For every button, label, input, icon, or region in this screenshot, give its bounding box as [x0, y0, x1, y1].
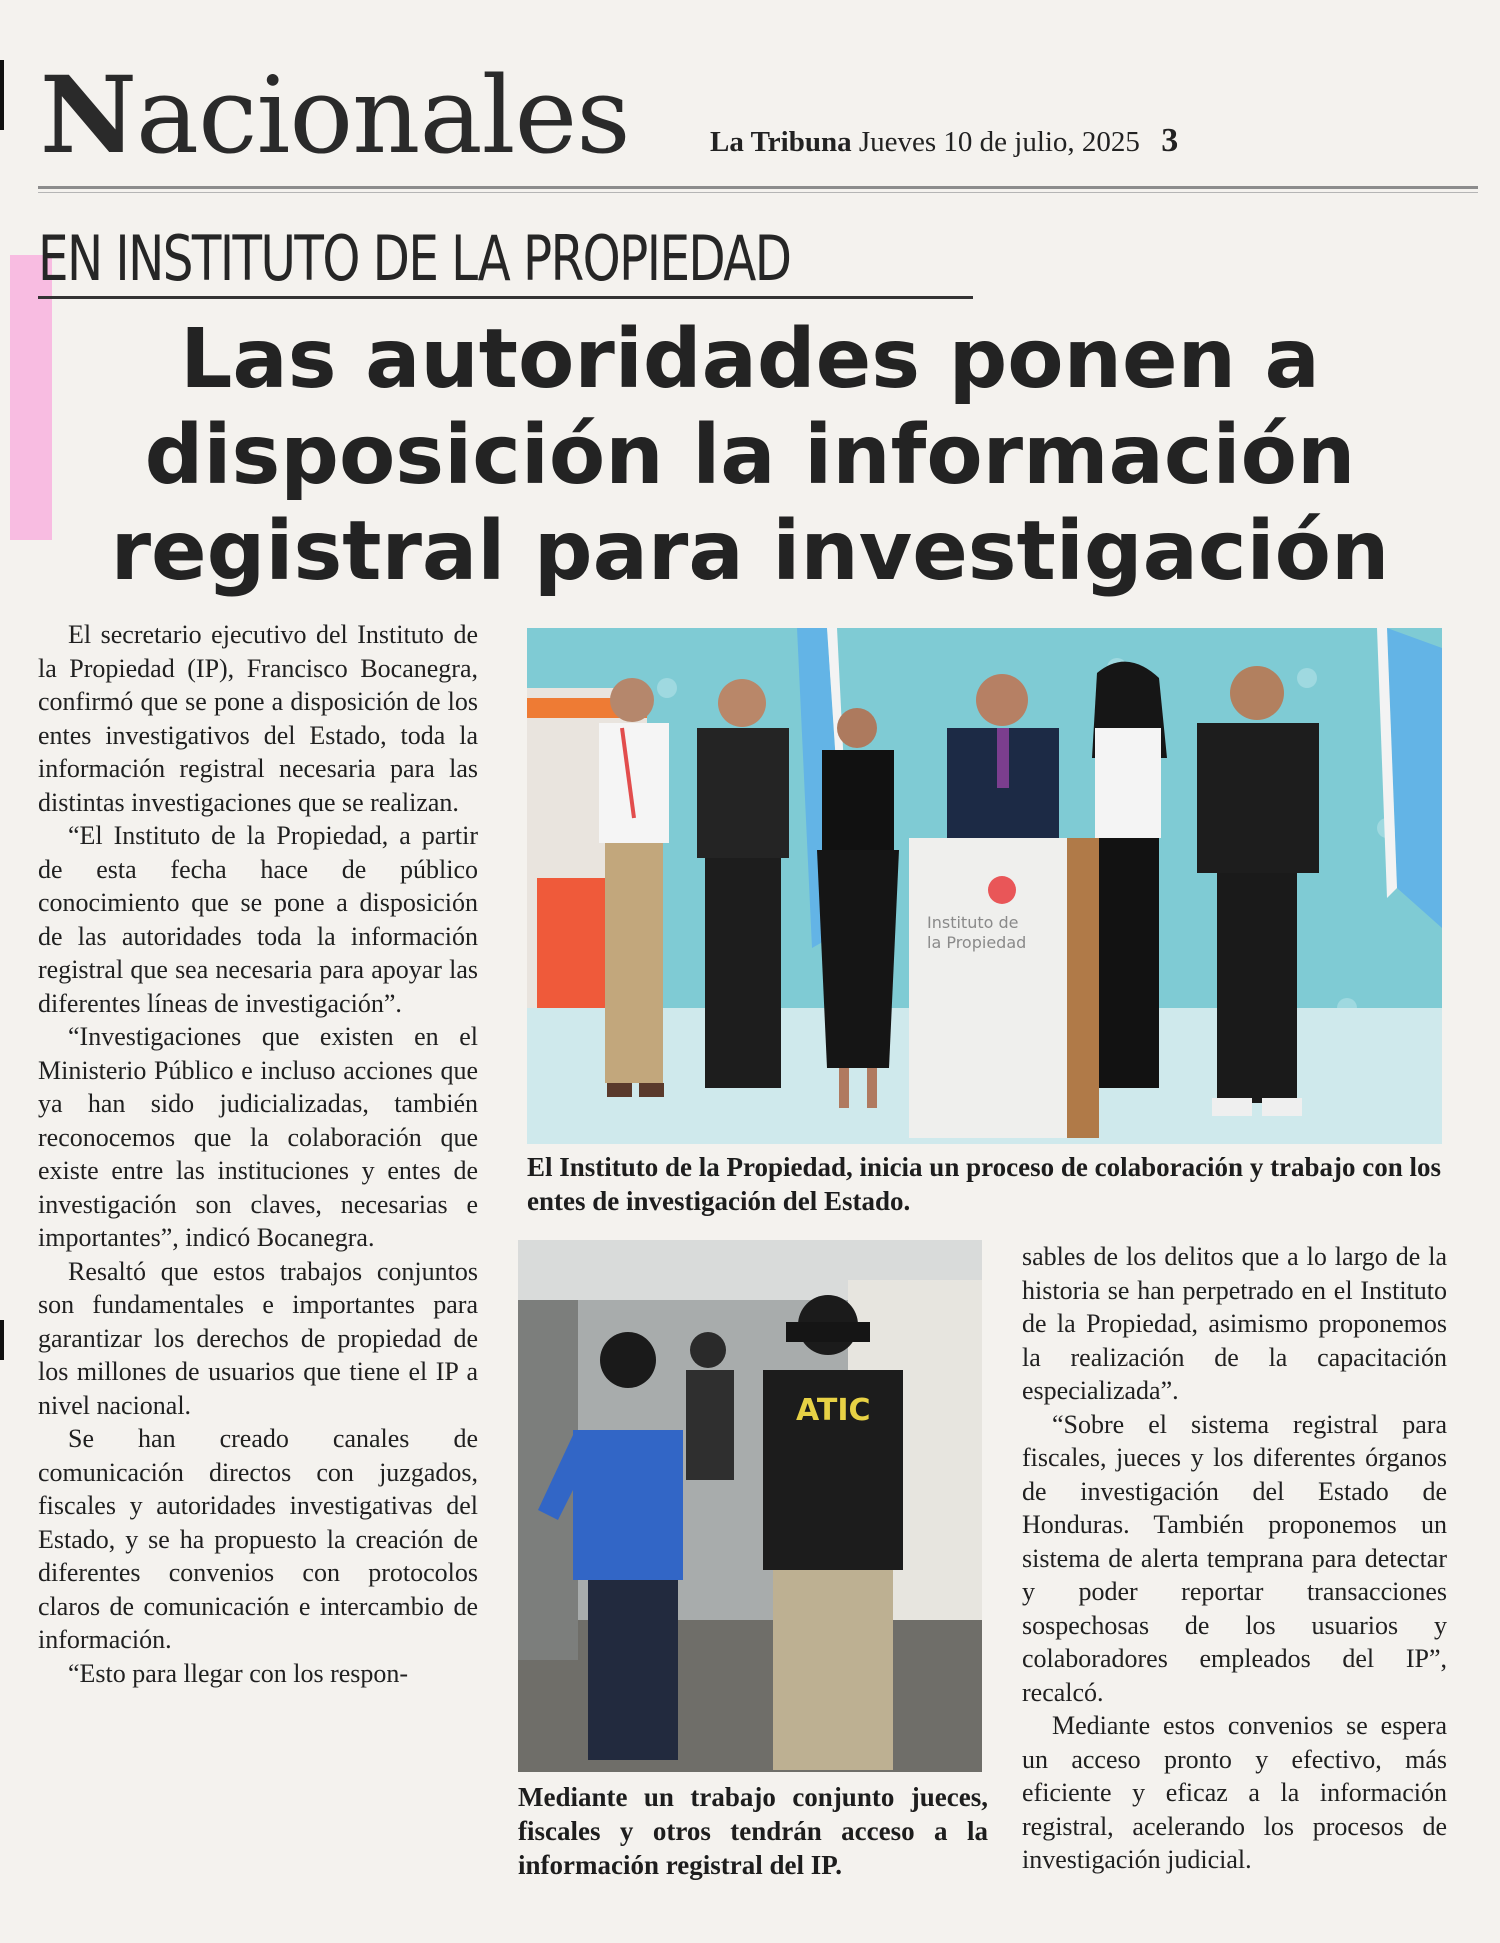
paragraph: Resaltó que estos trabajos conjuntos son fundamentales e importantes para garantizar los derechos de propiedad de los millones de usuarios que tiene el IP a nivel nacional. — [38, 1256, 478, 1420]
headline-line: Las autoridades ponen a — [180, 312, 1320, 407]
press-conference-illustration — [527, 628, 1442, 1144]
publication-date: Jueves 10 de julio, 2025 — [858, 126, 1140, 158]
kicker-underline — [38, 296, 973, 299]
paragraph: “Esto para llegar con los respon- — [68, 1658, 409, 1688]
page-number: 3 — [1161, 122, 1179, 159]
article-kicker: EN INSTITUTO DE LA PROPIEDAD — [38, 222, 791, 295]
masthead-rule — [38, 186, 1478, 189]
paragraph: Se han creado canales de comunicación directos con juzgados, fiscales y autoridades investigativas del Estado, y se ha propuesto la creación de diferentes convenios con protocolos claros de comunicación e intercambio de información. — [38, 1424, 478, 1654]
dateline — [710, 122, 1178, 160]
hallway-illustration — [518, 1240, 982, 1772]
headline-line: registral para investigación — [110, 504, 1390, 599]
article-column-left — [38, 618, 478, 1690]
press-conference-photo — [527, 628, 1442, 1144]
masthead-rule-thin — [38, 192, 1478, 193]
section-name-initial: N — [40, 52, 136, 177]
paragraph: “Investigaciones que existen en el Ministerio Público e incluso acciones que ya han sido judicializadas, también reconocemos que la colaboración que existe entre las instituciones y entes de investigación son claves, necesarias e importantes”, indicó Bocanegra. — [38, 1022, 478, 1252]
photo-caption: Mediante un trabajo conjunto jueces, fiscales y otros tendrán acceso a la información registral del IP. — [518, 1782, 988, 1880]
section-name — [40, 52, 630, 177]
newspaper-name: La Tribuna — [710, 126, 852, 158]
article-column-right — [1022, 1240, 1447, 1877]
podium-logo-text: Instituto de — [927, 913, 1019, 932]
section-name-rest: acionales — [135, 54, 630, 177]
hallway-photo — [518, 1240, 982, 1772]
vest-label: ATIC — [796, 1393, 871, 1428]
photo-caption: El Instituto de la Propiedad, inicia un proceso de colaboración y trabajo con los entes de investigación del Estado. — [527, 1152, 1442, 1216]
headline-line: disposición la información — [144, 408, 1356, 503]
paragraph: sables de los delitos que a lo largo de la historia se han perpetrado en el Instituto de la Propiedad, asimismo proponemos la realización de la capacitación especializada”. — [1022, 1242, 1447, 1405]
paragraph: Mediante estos convenios se espera un acceso pronto y efectivo, más eficiente y eficaz a la información registral, acelerando los procesos de investigación judicial. — [1022, 1711, 1447, 1874]
article-headline — [30, 312, 1470, 600]
podium-logo-text: la Propiedad — [927, 933, 1027, 952]
page-edge-mark — [0, 60, 4, 130]
page-edge-mark — [0, 1320, 4, 1360]
paragraph: “El Instituto de la Propiedad, a partir de esta fecha hace de público conocimiento que se pone a disposición de las autoridades toda la información registral que sea necesaria para apoyar las diferentes líneas de investigación”. — [38, 821, 478, 1018]
paragraph: “Sobre el sistema registral para fiscales, jueces y los diferentes órganos de investigación del Estado de Honduras. También proponemos un sistema de alerta temprana para detectar y poder reportar transacciones sospechosas de los usuarios y colaboradores empleados del IP”, recalcó. — [1022, 1409, 1447, 1707]
paragraph: El secretario ejecutivo del Instituto de la Propiedad (IP), Francisco Bocanegra, confirmó que se pone a disposición de los entes investigativos del Estado, toda la información registral necesaria para las distintas investigaciones que se realizan. — [38, 620, 478, 817]
